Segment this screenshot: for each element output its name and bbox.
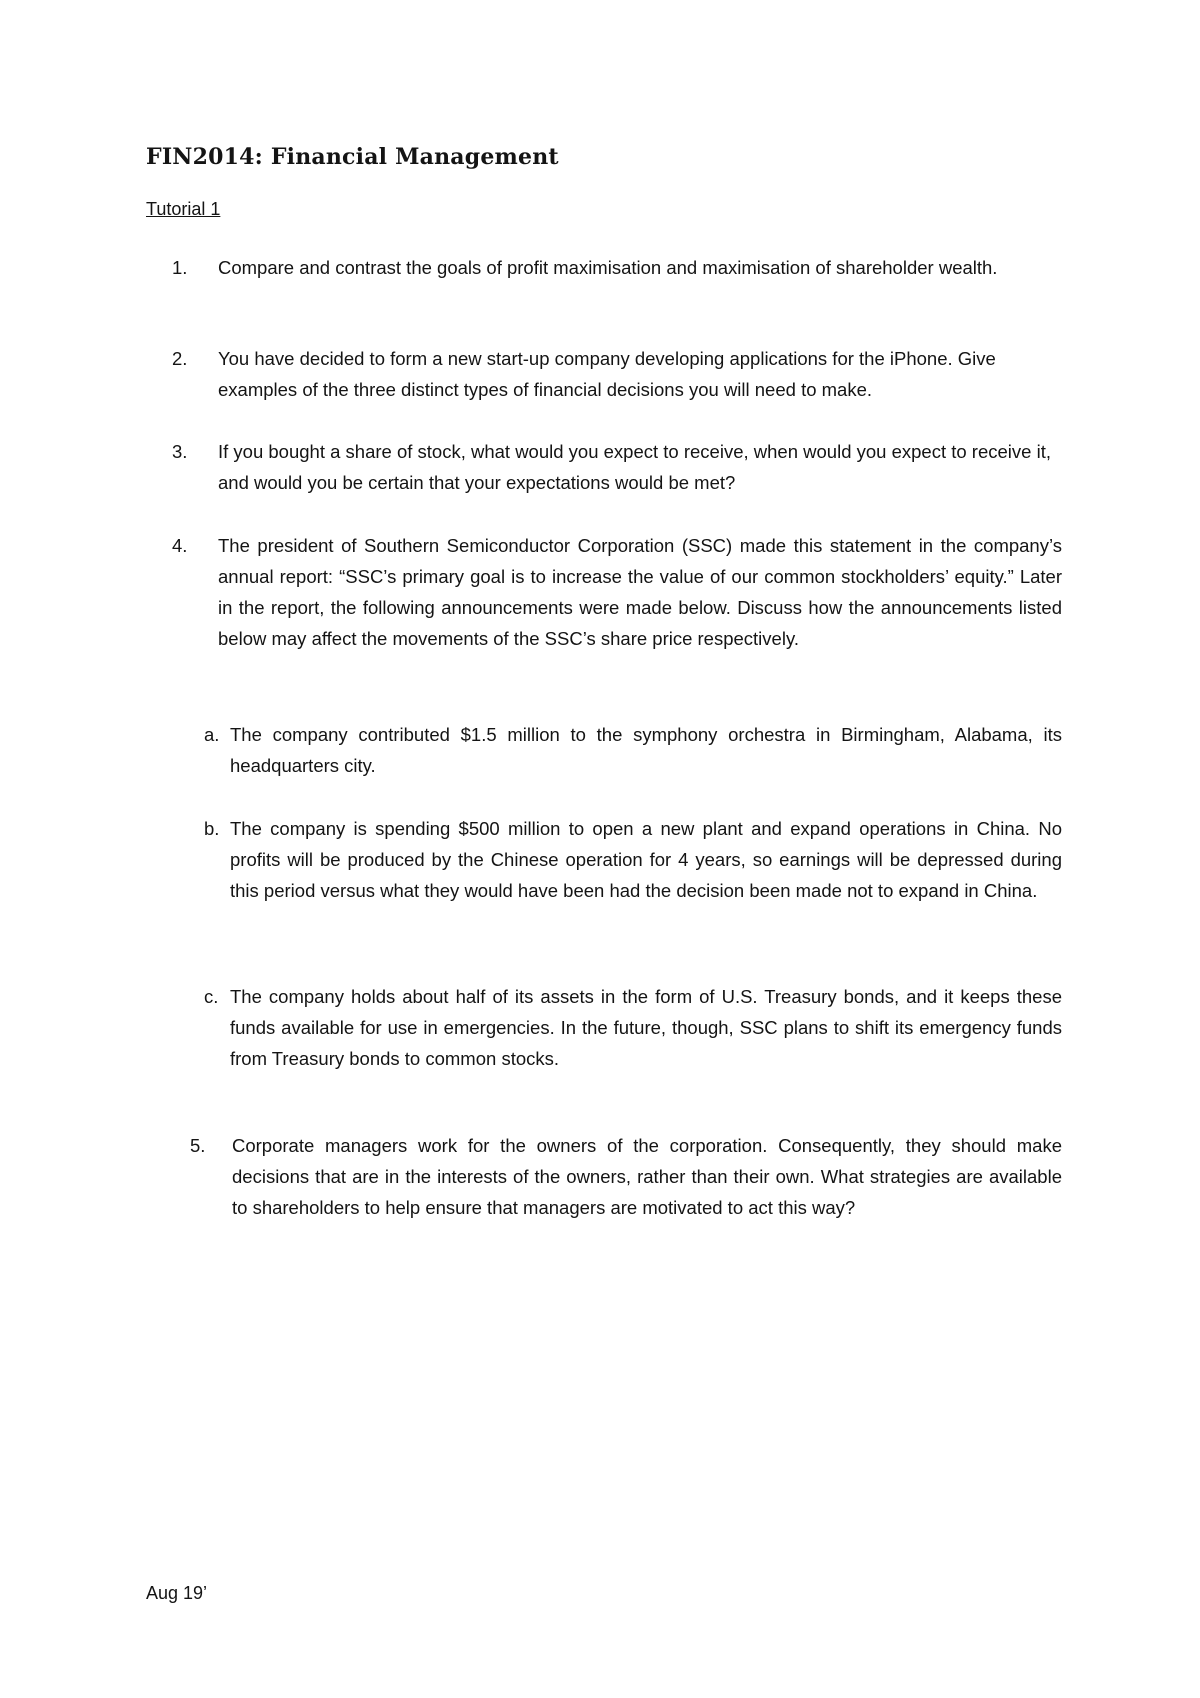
question-number: 1. bbox=[172, 257, 188, 278]
question-3 bbox=[172, 436, 1072, 498]
question-1 bbox=[172, 252, 1072, 283]
question-2 bbox=[172, 343, 1072, 405]
question-4 bbox=[172, 530, 1062, 654]
subitem-text: The company holds about half of its assets in the form of U.S. Treasury bonds, and it keeps these funds available for use in emergencies. In the future, though, SSC plans to shift its emergency funds from Treasury bonds to common stocks. bbox=[230, 986, 1062, 1069]
tutorial-heading: Tutorial 1 bbox=[146, 199, 221, 219]
subitem-c bbox=[204, 981, 1062, 1074]
question-5 bbox=[190, 1130, 1062, 1223]
question-text: You have decided to form a new start-up company developing applications for the iPhone. Give examples of the three distinct types of financial decisions you will need to make. bbox=[218, 348, 996, 400]
question-text: The president of Southern Semiconductor Corporation (SSC) made this statement in the company’s annual report: “SSC’s primary goal is to increase the value of our common stockholders’ equity.” Later in the report, the following announcements were made below. Discuss how the announcements listed below may affect the movements of the SSC’s share price respectively. bbox=[218, 535, 1062, 649]
subitem-letter: a. bbox=[204, 724, 220, 745]
page-footer-date: Aug 19’ bbox=[146, 1583, 208, 1603]
subitem-text: The company is spending $500 million to open a new plant and expand operations in China. No profits will be produced by the Chinese operation for 4 years, so earnings will be depressed during this period versus what they would have been had the decision been made not to expand in China. bbox=[230, 818, 1062, 901]
question-number: 3. bbox=[172, 441, 188, 462]
question-number: 5. bbox=[190, 1135, 206, 1156]
question-text: If you bought a share of stock, what would you expect to receive, when would you expect to receive it, and would you be certain that your expectations would be met? bbox=[218, 441, 1051, 493]
question-number: 2. bbox=[172, 348, 188, 369]
subitem-letter: b. bbox=[204, 818, 220, 839]
subitem-a bbox=[204, 719, 1062, 781]
page-title: FIN2014: Financial Management bbox=[146, 144, 559, 170]
question-number: 4. bbox=[172, 535, 188, 556]
question-text: Corporate managers work for the owners of the corporation. Consequently, they should make decisions that are in the interests of the owners, rather than their own. What strategies are available to shareholders to help ensure that managers are motivated to act this way? bbox=[232, 1135, 1062, 1218]
question-text: Compare and contrast the goals of profit maximisation and maximisation of shareholder wealth. bbox=[218, 257, 998, 278]
subitem-b bbox=[204, 813, 1062, 906]
subitem-letter: c. bbox=[204, 986, 219, 1007]
subitem-text: The company contributed $1.5 million to the symphony orchestra in Birmingham, Alabama, its headquarters city. bbox=[230, 724, 1062, 776]
